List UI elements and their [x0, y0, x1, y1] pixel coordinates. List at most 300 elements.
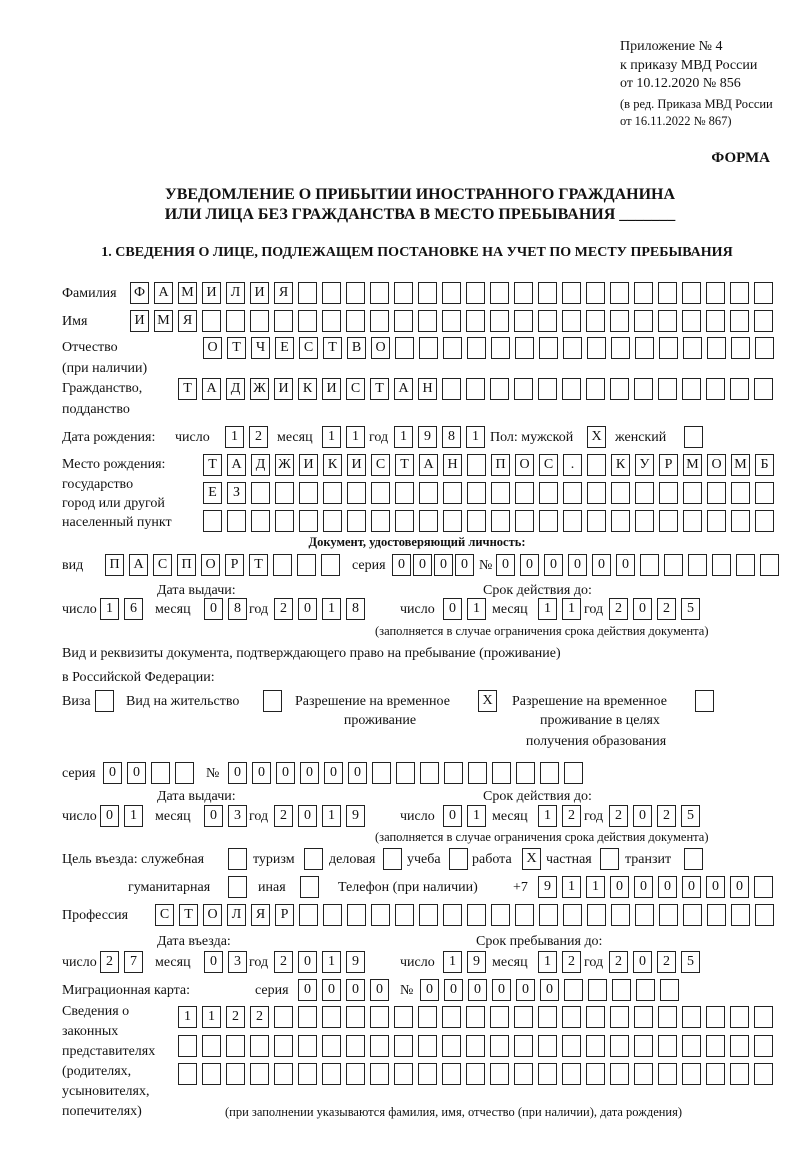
- char-cell[interactable]: [394, 282, 413, 304]
- char-cell[interactable]: [442, 378, 461, 400]
- char-cell[interactable]: [490, 1035, 509, 1057]
- char-cell[interactable]: И: [322, 378, 341, 400]
- char-cell[interactable]: И: [274, 378, 293, 400]
- char-cell[interactable]: [515, 510, 534, 532]
- citizenship-field[interactable]: [178, 378, 778, 400]
- char-cell[interactable]: 0: [455, 554, 474, 576]
- char-cell[interactable]: [491, 510, 510, 532]
- char-cell[interactable]: [371, 482, 390, 504]
- char-cell[interactable]: 2: [100, 951, 119, 973]
- char-cell[interactable]: [683, 337, 702, 359]
- char-cell[interactable]: 0: [592, 554, 611, 576]
- char-cell[interactable]: [539, 337, 558, 359]
- char-cell[interactable]: [659, 904, 678, 926]
- char-cell[interactable]: Р: [659, 454, 678, 476]
- char-cell[interactable]: [323, 482, 342, 504]
- char-cell[interactable]: М: [731, 454, 750, 476]
- char-cell[interactable]: [731, 482, 750, 504]
- char-cell[interactable]: О: [515, 454, 534, 476]
- char-cell[interactable]: Е: [203, 482, 222, 504]
- char-cell[interactable]: [635, 337, 654, 359]
- char-cell[interactable]: [298, 310, 317, 332]
- char-cell[interactable]: Ж: [250, 378, 269, 400]
- char-cell[interactable]: 5: [681, 951, 700, 973]
- char-cell[interactable]: [730, 1063, 749, 1085]
- char-cell[interactable]: А: [227, 454, 246, 476]
- char-cell[interactable]: [610, 1035, 629, 1057]
- char-cell[interactable]: 0: [633, 598, 652, 620]
- char-cell[interactable]: [658, 1006, 677, 1028]
- doc-number-field[interactable]: [496, 554, 784, 576]
- char-cell[interactable]: [274, 310, 293, 332]
- birth-year-field[interactable]: [394, 426, 490, 448]
- char-cell[interactable]: [659, 337, 678, 359]
- char-cell[interactable]: 0: [420, 979, 439, 1001]
- char-cell[interactable]: [634, 282, 653, 304]
- char-cell[interactable]: [706, 1035, 725, 1057]
- char-cell[interactable]: [612, 979, 631, 1001]
- char-cell[interactable]: [370, 310, 389, 332]
- char-cell[interactable]: [322, 1063, 341, 1085]
- char-cell[interactable]: [275, 482, 294, 504]
- char-cell[interactable]: 1: [202, 1006, 221, 1028]
- char-cell[interactable]: [712, 554, 731, 576]
- char-cell[interactable]: 0: [496, 554, 515, 576]
- char-cell[interactable]: [251, 482, 270, 504]
- char-cell[interactable]: [682, 378, 701, 400]
- char-cell[interactable]: [322, 282, 341, 304]
- char-cell[interactable]: 1: [538, 805, 557, 827]
- char-cell[interactable]: А: [154, 282, 173, 304]
- char-cell[interactable]: [754, 282, 773, 304]
- char-cell[interactable]: [562, 1006, 581, 1028]
- char-cell[interactable]: 2: [609, 598, 628, 620]
- char-cell[interactable]: [372, 762, 391, 784]
- char-cell[interactable]: [443, 337, 462, 359]
- char-cell[interactable]: [706, 282, 725, 304]
- char-cell[interactable]: [634, 378, 653, 400]
- char-cell[interactable]: 0: [346, 979, 365, 1001]
- doc-kind-field[interactable]: [105, 554, 345, 576]
- char-cell[interactable]: О: [201, 554, 220, 576]
- char-cell[interactable]: [588, 979, 607, 1001]
- char-cell[interactable]: 1: [322, 805, 341, 827]
- char-cell[interactable]: [610, 1006, 629, 1028]
- char-cell[interactable]: 9: [418, 426, 437, 448]
- char-cell[interactable]: Т: [203, 454, 222, 476]
- char-cell[interactable]: [202, 310, 221, 332]
- char-cell[interactable]: 0: [103, 762, 122, 784]
- char-cell[interactable]: 0: [468, 979, 487, 1001]
- char-cell[interactable]: [371, 510, 390, 532]
- char-cell[interactable]: 2: [226, 1006, 245, 1028]
- char-cell[interactable]: А: [394, 378, 413, 400]
- char-cell[interactable]: [322, 1035, 341, 1057]
- char-cell[interactable]: 2: [274, 805, 293, 827]
- char-cell[interactable]: [586, 310, 605, 332]
- char-cell[interactable]: [151, 762, 170, 784]
- entry-year-field[interactable]: [274, 951, 370, 973]
- char-cell[interactable]: [515, 904, 534, 926]
- char-cell[interactable]: 0: [658, 876, 677, 898]
- char-cell[interactable]: [323, 904, 342, 926]
- char-cell[interactable]: [394, 1006, 413, 1028]
- char-cell[interactable]: [760, 554, 779, 576]
- purpose-other-checkbox[interactable]: [300, 876, 319, 898]
- entry-day-field[interactable]: [100, 951, 148, 973]
- char-cell[interactable]: 2: [657, 951, 676, 973]
- char-cell[interactable]: 1: [178, 1006, 197, 1028]
- char-cell[interactable]: 1: [346, 426, 365, 448]
- char-cell[interactable]: [539, 904, 558, 926]
- char-cell[interactable]: [466, 1063, 485, 1085]
- char-cell[interactable]: [562, 1035, 581, 1057]
- char-cell[interactable]: [611, 482, 630, 504]
- mc-series-field[interactable]: [298, 979, 394, 1001]
- char-cell[interactable]: [202, 1035, 221, 1057]
- char-cell[interactable]: [514, 282, 533, 304]
- char-cell[interactable]: [175, 762, 194, 784]
- char-cell[interactable]: 0: [348, 762, 367, 784]
- char-cell[interactable]: Д: [251, 454, 270, 476]
- char-cell[interactable]: 0: [568, 554, 587, 576]
- char-cell[interactable]: [730, 282, 749, 304]
- char-cell[interactable]: [227, 510, 246, 532]
- char-cell[interactable]: 1: [394, 426, 413, 448]
- char-cell[interactable]: [321, 554, 340, 576]
- char-cell[interactable]: [586, 1063, 605, 1085]
- char-cell[interactable]: [346, 310, 365, 332]
- mc-number-field[interactable]: [420, 979, 684, 1001]
- char-cell[interactable]: [347, 510, 366, 532]
- char-cell[interactable]: [492, 762, 511, 784]
- doc-issue-year-field[interactable]: [274, 598, 370, 620]
- char-cell[interactable]: [298, 1063, 317, 1085]
- birthplace-field-3[interactable]: [203, 510, 779, 532]
- char-cell[interactable]: 0: [204, 805, 223, 827]
- char-cell[interactable]: [274, 1006, 293, 1028]
- patronymic-field[interactable]: [203, 337, 779, 359]
- char-cell[interactable]: [658, 1063, 677, 1085]
- char-cell[interactable]: [682, 1063, 701, 1085]
- char-cell[interactable]: [611, 904, 630, 926]
- char-cell[interactable]: 2: [657, 598, 676, 620]
- char-cell[interactable]: Ф: [130, 282, 149, 304]
- char-cell[interactable]: [659, 510, 678, 532]
- char-cell[interactable]: 0: [444, 979, 463, 1001]
- char-cell[interactable]: [299, 904, 318, 926]
- char-cell[interactable]: [420, 762, 439, 784]
- char-cell[interactable]: [395, 904, 414, 926]
- char-cell[interactable]: [323, 510, 342, 532]
- char-cell[interactable]: [371, 904, 390, 926]
- char-cell[interactable]: [563, 482, 582, 504]
- temp-permit-checkbox[interactable]: X: [478, 690, 497, 712]
- char-cell[interactable]: И: [250, 282, 269, 304]
- char-cell[interactable]: И: [130, 310, 149, 332]
- char-cell[interactable]: 0: [633, 951, 652, 973]
- char-cell[interactable]: 0: [204, 598, 223, 620]
- char-cell[interactable]: [755, 482, 774, 504]
- char-cell[interactable]: [394, 310, 413, 332]
- char-cell[interactable]: 9: [467, 951, 486, 973]
- char-cell[interactable]: С: [346, 378, 365, 400]
- char-cell[interactable]: [347, 904, 366, 926]
- char-cell[interactable]: [538, 1063, 557, 1085]
- char-cell[interactable]: [754, 876, 773, 898]
- char-cell[interactable]: [322, 1006, 341, 1028]
- char-cell[interactable]: 0: [492, 979, 511, 1001]
- stay-valid-day-field[interactable]: [443, 805, 491, 827]
- char-cell[interactable]: [466, 378, 485, 400]
- char-cell[interactable]: [418, 1035, 437, 1057]
- char-cell[interactable]: И: [347, 454, 366, 476]
- char-cell[interactable]: [754, 378, 773, 400]
- char-cell[interactable]: [418, 1006, 437, 1028]
- char-cell[interactable]: 1: [124, 805, 143, 827]
- char-cell[interactable]: И: [202, 282, 221, 304]
- char-cell[interactable]: [611, 510, 630, 532]
- purpose-transit-checkbox[interactable]: [684, 848, 703, 870]
- char-cell[interactable]: [250, 310, 269, 332]
- char-cell[interactable]: [299, 482, 318, 504]
- char-cell[interactable]: [346, 282, 365, 304]
- char-cell[interactable]: 1: [100, 598, 119, 620]
- doc-issue-day-field[interactable]: [100, 598, 148, 620]
- char-cell[interactable]: 1: [322, 598, 341, 620]
- char-cell[interactable]: [419, 904, 438, 926]
- char-cell[interactable]: [562, 1063, 581, 1085]
- char-cell[interactable]: 2: [250, 1006, 269, 1028]
- char-cell[interactable]: Т: [395, 454, 414, 476]
- char-cell[interactable]: [346, 1035, 365, 1057]
- char-cell[interactable]: [562, 282, 581, 304]
- char-cell[interactable]: 2: [562, 951, 581, 973]
- char-cell[interactable]: 0: [370, 979, 389, 1001]
- char-cell[interactable]: 0: [706, 876, 725, 898]
- stay-series-field[interactable]: [103, 762, 199, 784]
- char-cell[interactable]: [754, 1006, 773, 1028]
- char-cell[interactable]: [466, 310, 485, 332]
- purpose-business-checkbox[interactable]: [383, 848, 402, 870]
- char-cell[interactable]: [540, 762, 559, 784]
- char-cell[interactable]: 0: [127, 762, 146, 784]
- char-cell[interactable]: А: [202, 378, 221, 400]
- char-cell[interactable]: Я: [251, 904, 270, 926]
- char-cell[interactable]: Л: [227, 904, 246, 926]
- char-cell[interactable]: 0: [443, 805, 462, 827]
- char-cell[interactable]: [755, 904, 774, 926]
- char-cell[interactable]: 8: [442, 426, 461, 448]
- char-cell[interactable]: Е: [275, 337, 294, 359]
- char-cell[interactable]: 9: [538, 876, 557, 898]
- char-cell[interactable]: Т: [323, 337, 342, 359]
- char-cell[interactable]: .: [563, 454, 582, 476]
- char-cell[interactable]: 3: [228, 951, 247, 973]
- stay-valid-month-field[interactable]: [538, 805, 586, 827]
- char-cell[interactable]: [491, 337, 510, 359]
- char-cell[interactable]: М: [178, 282, 197, 304]
- char-cell[interactable]: [467, 454, 486, 476]
- char-cell[interactable]: Т: [227, 337, 246, 359]
- reps-field-3[interactable]: [178, 1063, 778, 1085]
- char-cell[interactable]: [442, 1063, 461, 1085]
- doc-valid-day-field[interactable]: [443, 598, 491, 620]
- reps-field-2[interactable]: [178, 1035, 778, 1057]
- stay-until-month-field[interactable]: [538, 951, 586, 973]
- char-cell[interactable]: С: [153, 554, 172, 576]
- char-cell[interactable]: М: [154, 310, 173, 332]
- char-cell[interactable]: [538, 1035, 557, 1057]
- char-cell[interactable]: [564, 762, 583, 784]
- purpose-work-checkbox[interactable]: X: [522, 848, 541, 870]
- visa-checkbox[interactable]: [95, 690, 114, 712]
- char-cell[interactable]: 1: [322, 426, 341, 448]
- char-cell[interactable]: [538, 378, 557, 400]
- char-cell[interactable]: 0: [252, 762, 271, 784]
- char-cell[interactable]: [514, 1035, 533, 1057]
- purpose-tourism-checkbox[interactable]: [304, 848, 323, 870]
- char-cell[interactable]: [659, 482, 678, 504]
- char-cell[interactable]: [514, 310, 533, 332]
- char-cell[interactable]: С: [371, 454, 390, 476]
- char-cell[interactable]: 1: [322, 951, 341, 973]
- char-cell[interactable]: 1: [466, 426, 485, 448]
- char-cell[interactable]: 0: [610, 876, 629, 898]
- char-cell[interactable]: 1: [467, 598, 486, 620]
- char-cell[interactable]: О: [203, 904, 222, 926]
- char-cell[interactable]: [418, 282, 437, 304]
- char-cell[interactable]: 0: [322, 979, 341, 1001]
- char-cell[interactable]: [298, 282, 317, 304]
- char-cell[interactable]: [443, 510, 462, 532]
- char-cell[interactable]: [610, 282, 629, 304]
- char-cell[interactable]: [395, 510, 414, 532]
- char-cell[interactable]: 0: [540, 979, 559, 1001]
- char-cell[interactable]: [468, 762, 487, 784]
- char-cell[interactable]: [754, 1063, 773, 1085]
- char-cell[interactable]: 7: [124, 951, 143, 973]
- char-cell[interactable]: 1: [562, 598, 581, 620]
- char-cell[interactable]: [467, 904, 486, 926]
- char-cell[interactable]: [730, 1006, 749, 1028]
- char-cell[interactable]: 0: [434, 554, 453, 576]
- char-cell[interactable]: 2: [609, 951, 628, 973]
- char-cell[interactable]: [442, 310, 461, 332]
- char-cell[interactable]: Я: [274, 282, 293, 304]
- char-cell[interactable]: 1: [538, 951, 557, 973]
- char-cell[interactable]: [682, 282, 701, 304]
- char-cell[interactable]: [682, 310, 701, 332]
- char-cell[interactable]: К: [323, 454, 342, 476]
- char-cell[interactable]: К: [298, 378, 317, 400]
- char-cell[interactable]: [516, 762, 535, 784]
- char-cell[interactable]: [707, 510, 726, 532]
- char-cell[interactable]: [442, 282, 461, 304]
- char-cell[interactable]: [226, 1035, 245, 1057]
- char-cell[interactable]: Т: [178, 378, 197, 400]
- char-cell[interactable]: Р: [275, 904, 294, 926]
- char-cell[interactable]: О: [203, 337, 222, 359]
- char-cell[interactable]: 3: [228, 805, 247, 827]
- char-cell[interactable]: [395, 482, 414, 504]
- char-cell[interactable]: [730, 310, 749, 332]
- char-cell[interactable]: 0: [100, 805, 119, 827]
- char-cell[interactable]: [466, 1006, 485, 1028]
- char-cell[interactable]: [370, 282, 389, 304]
- char-cell[interactable]: [636, 979, 655, 1001]
- char-cell[interactable]: 6: [124, 598, 143, 620]
- char-cell[interactable]: 2: [274, 598, 293, 620]
- char-cell[interactable]: [658, 378, 677, 400]
- char-cell[interactable]: 9: [346, 805, 365, 827]
- char-cell[interactable]: [538, 1006, 557, 1028]
- char-cell[interactable]: [251, 510, 270, 532]
- char-cell[interactable]: [640, 554, 659, 576]
- char-cell[interactable]: С: [539, 454, 558, 476]
- char-cell[interactable]: Т: [370, 378, 389, 400]
- char-cell[interactable]: [515, 482, 534, 504]
- char-cell[interactable]: [755, 510, 774, 532]
- char-cell[interactable]: 0: [616, 554, 635, 576]
- char-cell[interactable]: [442, 1006, 461, 1028]
- char-cell[interactable]: [418, 1063, 437, 1085]
- purpose-humanitarian-checkbox[interactable]: [228, 876, 247, 898]
- birthplace-field-1[interactable]: [203, 454, 779, 476]
- char-cell[interactable]: [587, 510, 606, 532]
- char-cell[interactable]: 2: [274, 951, 293, 973]
- char-cell[interactable]: 5: [681, 805, 700, 827]
- char-cell[interactable]: 0: [682, 876, 701, 898]
- doc-valid-year-field[interactable]: [609, 598, 705, 620]
- char-cell[interactable]: [322, 310, 341, 332]
- char-cell[interactable]: [707, 482, 726, 504]
- char-cell[interactable]: Б: [755, 454, 774, 476]
- char-cell[interactable]: 1: [443, 951, 462, 973]
- char-cell[interactable]: 0: [633, 805, 652, 827]
- char-cell[interactable]: [754, 310, 773, 332]
- char-cell[interactable]: [444, 762, 463, 784]
- char-cell[interactable]: [395, 337, 414, 359]
- char-cell[interactable]: [610, 310, 629, 332]
- char-cell[interactable]: [297, 554, 316, 576]
- char-cell[interactable]: [178, 1035, 197, 1057]
- char-cell[interactable]: [299, 510, 318, 532]
- char-cell[interactable]: [731, 904, 750, 926]
- char-cell[interactable]: Р: [225, 554, 244, 576]
- char-cell[interactable]: [635, 510, 654, 532]
- char-cell[interactable]: [707, 337, 726, 359]
- char-cell[interactable]: [634, 1006, 653, 1028]
- char-cell[interactable]: [635, 904, 654, 926]
- char-cell[interactable]: [491, 904, 510, 926]
- char-cell[interactable]: 0: [298, 979, 317, 1001]
- sex-male-checkbox[interactable]: X: [587, 426, 606, 448]
- char-cell[interactable]: Д: [226, 378, 245, 400]
- char-cell[interactable]: З: [227, 482, 246, 504]
- char-cell[interactable]: [587, 337, 606, 359]
- char-cell[interactable]: [490, 310, 509, 332]
- char-cell[interactable]: [443, 904, 462, 926]
- stay-number-field[interactable]: [228, 762, 588, 784]
- char-cell[interactable]: [346, 1006, 365, 1028]
- char-cell[interactable]: 2: [249, 426, 268, 448]
- char-cell[interactable]: [250, 1035, 269, 1057]
- char-cell[interactable]: Ч: [251, 337, 270, 359]
- purpose-private-checkbox[interactable]: [600, 848, 619, 870]
- char-cell[interactable]: 0: [324, 762, 343, 784]
- char-cell[interactable]: [706, 310, 725, 332]
